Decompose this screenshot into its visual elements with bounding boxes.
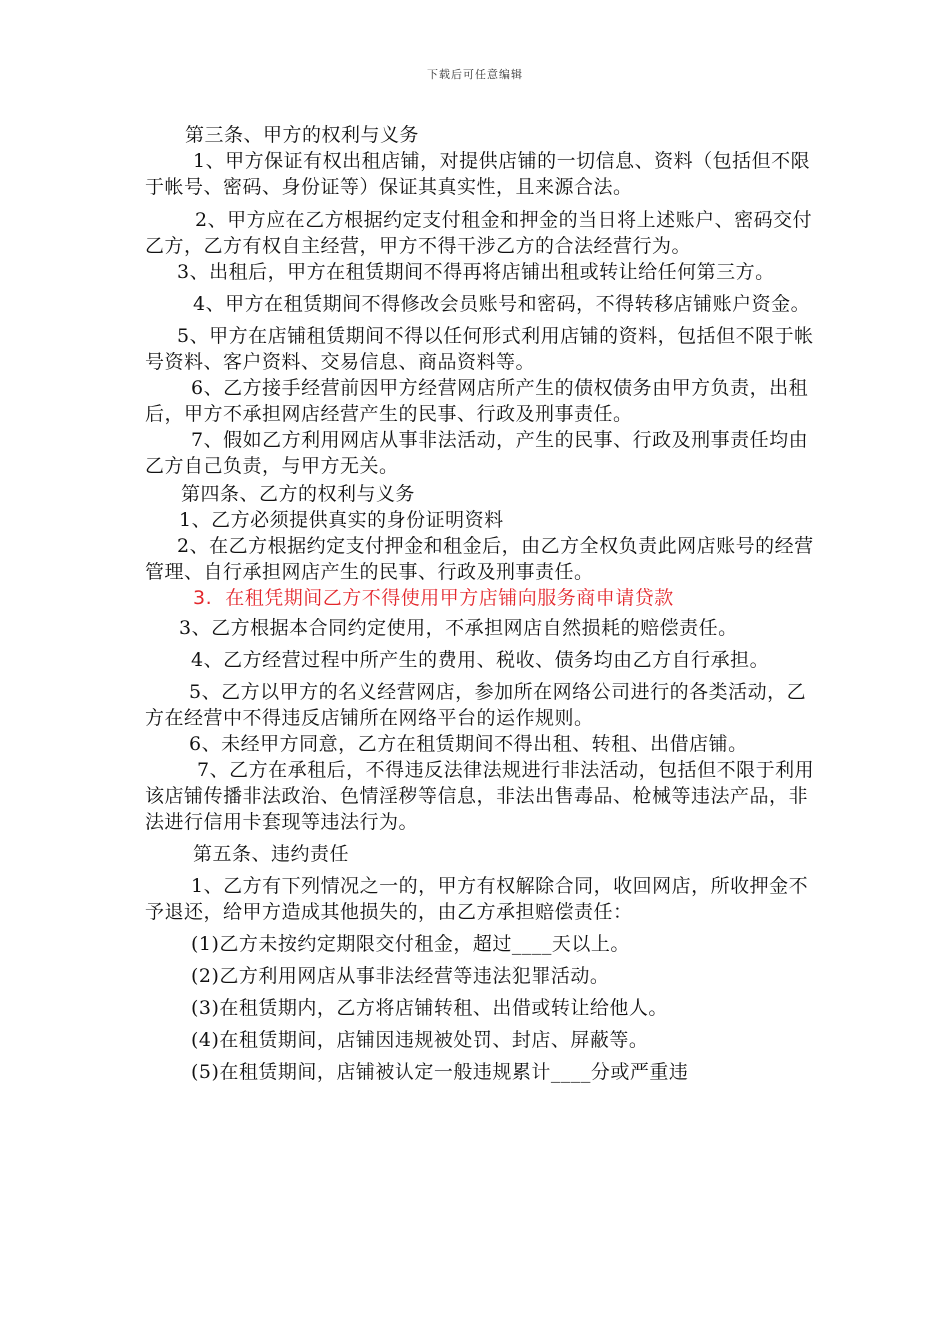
clause-paragraph: 第五条、违约责任 <box>193 843 350 865</box>
clause-paragraph: (5)在租赁期间，店铺被认定一般违规累计____分或严重违 <box>191 1061 689 1083</box>
clause-paragraph: 4、甲方在租赁期间不得修改会员账号和密码，不得转移店铺账户资金。 <box>193 293 811 315</box>
clause-paragraph: 6、乙方接手经营前因甲方经营网店所产生的债权债务由甲方负责，出租后，甲方不承担网店经营产生的民事、行政及刑事责任。 <box>145 377 809 425</box>
clause-paragraph: 3、出租后，甲方在租赁期间不得再将店铺出租或转让给任何第三方。 <box>177 261 775 283</box>
clause-paragraph: 1、乙方有下列情况之一的，甲方有权解除合同，收回网店，所收押金不予退还，给甲方造成其他损失的，由乙方承担赔偿责任： <box>145 875 809 923</box>
clause-paragraph: 2、甲方应在乙方根据约定支付租金和押金的当日将上述账户、密码交付乙方，乙方有权自主经营，甲方不得干涉乙方的合法经营行为。 <box>145 209 813 257</box>
document-body <box>145 122 815 1085</box>
clause-paragraph: (4)在租赁期间，店铺因违规被处罚、封店、屏蔽等。 <box>191 1029 649 1051</box>
clause-paragraph: 6、未经甲方同意，乙方在租赁期间不得出租、转租、出借店铺。 <box>189 733 748 755</box>
clause-paragraph: 2、在乙方根据约定支付押金和租金后，由乙方全权负责此网店账号的经营管理、自行承担网店产生的民事、行政及刑事责任。 <box>145 535 814 583</box>
clause-paragraph: (2)乙方利用网店从事非法经营等违法犯罪活动。 <box>191 965 610 987</box>
clause-paragraph: 3、乙方根据本合同约定使用，不承担网店自然损耗的赔偿责任。 <box>179 617 738 639</box>
highlighted-clause: 3. 在租凭期间乙方不得使用甲方店铺向服务商申请贷款 <box>193 587 674 609</box>
clause-paragraph: 5、乙方以甲方的名义经营网店，参加所在网络公司进行的各类活动，乙方在经营中不得违反店铺所在网络平台的运作规则。 <box>145 681 807 729</box>
clause-paragraph: 1、乙方必须提供真实的身份证明资料 <box>179 509 504 531</box>
clause-paragraph: 4、乙方经营过程中所产生的费用、税收、债务均由乙方自行承担。 <box>191 649 770 671</box>
clause-paragraph: (1)乙方未按约定期限交付租金，超过____天以上。 <box>191 933 630 955</box>
clause-paragraph: (3)在租赁期内，乙方将店铺转租、出借或转让给他人。 <box>191 997 668 1019</box>
clause-paragraph: 7、乙方在承租后，不得违反法律法规进行非法活动，包括但不限于利用该店铺传播非法政治、色情淫秽等信息，非法出售毒品、枪械等违法产品，非法进行信用卡套现等违法行为。 <box>145 759 815 833</box>
clause-paragraph: 第四条、乙方的权利与义务 <box>181 483 416 505</box>
page-header: 下载后可任意编辑 <box>427 68 523 81</box>
clause-paragraph: 1、甲方保证有权出租店铺，对提供店铺的一切信息、资料（包括但不限于帐号、密码、身份证等）保证其真实性，且来源合法。 <box>145 150 811 198</box>
clause-paragraph: 7、假如乙方利用网店从事非法活动，产生的民事、行政及刑事责任均由乙方自己负责，与甲方无关。 <box>145 429 809 477</box>
clause-paragraph: 5、甲方在店铺租赁期间不得以任何形式利用店铺的资料，包括但不限于帐号资料、客户资料、交易信息、商品资料等。 <box>145 325 814 373</box>
clause-paragraph: 第三条、甲方的权利与义务 <box>185 124 420 146</box>
